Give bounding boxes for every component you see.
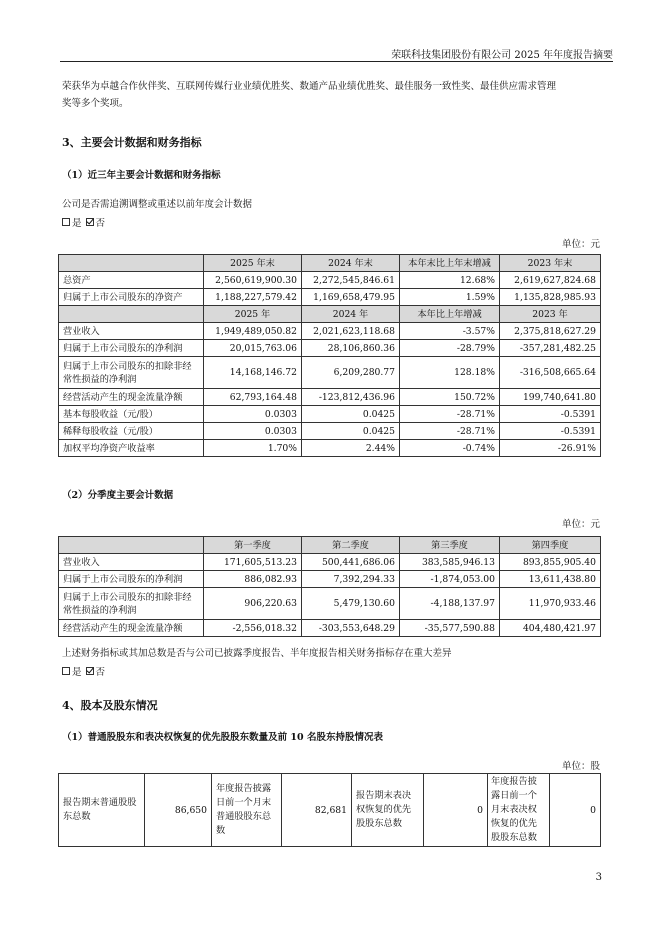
- section4-sub1: （1）普通股股东和表决权恢复的优先股股东数量及前 10 名股东持股情况表: [62, 732, 383, 743]
- value-prior-month-preferred: 0: [550, 774, 601, 847]
- table-cell: -35,577,590.88: [400, 620, 500, 637]
- checkbox-checked-icon: [86, 218, 94, 226]
- table-cell: -0.5391: [500, 423, 601, 440]
- table-cell: 7,392,294.33: [302, 571, 400, 588]
- table-cell: -303,553,648.29: [302, 620, 400, 637]
- table-cell: 2,619,627,824.68: [500, 272, 601, 289]
- section3-sub1: （1）近三年主要会计数据和财务指标: [62, 170, 221, 181]
- table-row: [59, 272, 601, 289]
- intro-paragraph: [62, 78, 602, 112]
- unit-label-3: 单位：股: [561, 761, 600, 772]
- table-cell: 6,209,280.77: [302, 357, 400, 389]
- table-cell: 2,375,818,627.29: [500, 323, 601, 340]
- table-header-cell: [59, 306, 204, 323]
- table-cell: 1,169,658,479.95: [302, 289, 400, 306]
- table-cell: -28.79%: [400, 340, 500, 357]
- table-row: [59, 340, 601, 357]
- row-label-cell: 经营活动产生的现金流量净额: [59, 620, 204, 637]
- option-yes: 是: [72, 218, 82, 229]
- row-label-cell: 归属于上市公司股东的扣除非经常性损益的净利润: [59, 588, 204, 620]
- unit-label-2: 单位：元: [561, 519, 600, 530]
- label-prior-month-shareholders: 年度报告披露日前一个月末普通股股东总数: [212, 774, 282, 847]
- table-cell: 500,441,686.06: [302, 554, 400, 571]
- table-cell: 199,740,641.80: [500, 389, 601, 406]
- section3-title: 3、主要会计数据和财务指标: [62, 136, 202, 149]
- table-row: [59, 554, 601, 571]
- table-header-cell: 本年比上年增减: [400, 306, 500, 323]
- table-row: [59, 357, 601, 389]
- shareholder-count-table: [58, 773, 601, 847]
- table-header-cell: 2025 年末: [204, 255, 302, 272]
- row-label-cell: 营业收入: [59, 554, 204, 571]
- diff-options: [62, 664, 105, 678]
- table-cell: -28.71%: [400, 423, 500, 440]
- table-header-cell: 2023 年末: [500, 255, 601, 272]
- table-cell: 1,135,828,985.93: [500, 289, 601, 306]
- table-cell: 28,106,860.36: [302, 340, 400, 357]
- table-row: [59, 406, 601, 423]
- intro-line-1: 荣获华为卓越合作伙伴奖、互联网传媒行业业绩优胜奖、数通产品业绩优胜奖、最佳服务一致性奖、最佳供应需求管理: [62, 81, 557, 92]
- section3-sub2: （2）分季度主要会计数据: [62, 490, 174, 501]
- table-cell: -26.91%: [500, 440, 601, 457]
- table-cell: 0.0303: [204, 406, 302, 423]
- table-row: [59, 588, 601, 620]
- value-prior-month-shareholders: 82,681: [282, 774, 352, 847]
- table-header-cell: 第二季度: [302, 537, 400, 554]
- value-total-shareholders: 86,650: [145, 774, 212, 847]
- table-cell: 12.68%: [400, 272, 500, 289]
- label-total-shareholders: 报告期末普通股股东总数: [59, 774, 145, 847]
- table-row: [59, 389, 601, 406]
- table-header-cell: 第三季度: [400, 537, 500, 554]
- section4-title: 4、股本及股东情况: [62, 699, 158, 712]
- table-cell: 0.0425: [302, 406, 400, 423]
- table-cell: 1.70%: [204, 440, 302, 457]
- retro-options: [62, 215, 105, 229]
- table-row: [59, 620, 601, 637]
- header-divider: [60, 61, 613, 62]
- label-prior-month-preferred: 年度报告披露日前一个月末表决权恢复的优先股股东总数: [488, 774, 550, 847]
- value-preferred-shareholders: 0: [424, 774, 488, 847]
- table-row: [59, 571, 601, 588]
- table-row: [59, 289, 601, 306]
- table-header-row: [59, 537, 601, 554]
- row-label-cell: 经营活动产生的现金流量净额: [59, 389, 204, 406]
- row-label-cell: 总资产: [59, 272, 204, 289]
- table-cell: -4,188,137.97: [400, 588, 500, 620]
- table-cell: -0.74%: [400, 440, 500, 457]
- header-title: 荣联科技集团股份有限公司 2025 年年度报告摘要: [391, 50, 613, 61]
- option-yes: 是: [72, 667, 82, 678]
- table-cell: -357,281,482.25: [500, 340, 601, 357]
- table-cell: 886,082.93: [204, 571, 302, 588]
- table-header-cell: 2025 年: [204, 306, 302, 323]
- row-label-cell: 营业收入: [59, 323, 204, 340]
- table-header-cell: [59, 255, 204, 272]
- table-cell: 14,168,146.72: [204, 357, 302, 389]
- label-preferred-shareholders: 报告期末表决权恢复的优先股股东总数: [352, 774, 424, 847]
- row-label-cell: 归属于上市公司股东的净利润: [59, 571, 204, 588]
- table-cell: -3.57%: [400, 323, 500, 340]
- table-header-row: [59, 255, 601, 272]
- table-cell: 5,479,130.60: [302, 588, 400, 620]
- table-cell: 0.0425: [302, 423, 400, 440]
- row-label-cell: 加权平均净资产收益率: [59, 440, 204, 457]
- table-cell: -123,812,436.96: [302, 389, 400, 406]
- checkbox-unchecked-icon: [62, 667, 70, 675]
- option-no: 否: [95, 218, 106, 229]
- table-header-row: [59, 306, 601, 323]
- table-cell: 20,015,763.06: [204, 340, 302, 357]
- row-label-cell: 归属于上市公司股东的扣除非经常性损益的净利润: [59, 357, 204, 389]
- table-cell: 1,949,489,050.82: [204, 323, 302, 340]
- table-row: [59, 323, 601, 340]
- table-header-cell: 2023 年: [500, 306, 601, 323]
- row-label-cell: 归属于上市公司股东的净利润: [59, 340, 204, 357]
- annual-data-table: [58, 254, 601, 457]
- quarterly-data-table: [58, 536, 601, 637]
- option-no: 否: [95, 667, 106, 678]
- row-label-cell: 稀释每股收益（元/股）: [59, 423, 204, 440]
- table-cell: 383,585,946.13: [400, 554, 500, 571]
- table-cell: 1,188,227,579.42: [204, 289, 302, 306]
- table-cell: 13,611,438.80: [500, 571, 601, 588]
- table-header-cell: 2024 年末: [302, 255, 400, 272]
- table-cell: 2.44%: [302, 440, 400, 457]
- table-cell: 2,021,623,118.68: [302, 323, 400, 340]
- table-cell: 2,272,545,846.61: [302, 272, 400, 289]
- table-cell: 1.59%: [400, 289, 500, 306]
- table-header-cell: 2024 年: [302, 306, 400, 323]
- table-cell: 128.18%: [400, 357, 500, 389]
- table-cell: -316,508,665.64: [500, 357, 601, 389]
- checkbox-unchecked-icon: [62, 218, 70, 226]
- table-row: [59, 440, 601, 457]
- table-cell: 404,480,421.97: [500, 620, 601, 637]
- checkbox-checked-icon: [86, 667, 94, 675]
- row-label-cell: 归属于上市公司股东的净资产: [59, 289, 204, 306]
- table-header-cell: 本年末比上年末增减: [400, 255, 500, 272]
- table-cell: 62,793,164.48: [204, 389, 302, 406]
- diff-question: 上述财务指标或其加总数是否与公司已披露季度报告、半年度报告相关财务指标存在重大差异: [62, 648, 452, 659]
- table-row: [59, 423, 601, 440]
- page-number: 3: [595, 872, 602, 883]
- table-cell: 893,855,905.40: [500, 554, 601, 571]
- unit-label-1: 单位：元: [561, 239, 600, 250]
- table-cell: 11,970,933.46: [500, 588, 601, 620]
- table-cell: 2,560,619,900.30: [204, 272, 302, 289]
- table-cell: 150.72%: [400, 389, 500, 406]
- table-cell: 0.0303: [204, 423, 302, 440]
- table-cell: -1,874,053.00: [400, 571, 500, 588]
- table-cell: -2,556,018.32: [204, 620, 302, 637]
- table-cell: 906,220.63: [204, 588, 302, 620]
- row-label-cell: 基本每股收益（元/股）: [59, 406, 204, 423]
- table-cell: -0.5391: [500, 406, 601, 423]
- table-cell: -28.71%: [400, 406, 500, 423]
- table-header-cell: [59, 537, 204, 554]
- table-header-cell: 第四季度: [500, 537, 601, 554]
- table-header-cell: 第一季度: [204, 537, 302, 554]
- table-cell: 171,605,513.23: [204, 554, 302, 571]
- retro-question: 公司是否需追溯调整或重述以前年度会计数据: [62, 199, 253, 210]
- intro-line-2: 奖等多个奖项。: [62, 98, 129, 109]
